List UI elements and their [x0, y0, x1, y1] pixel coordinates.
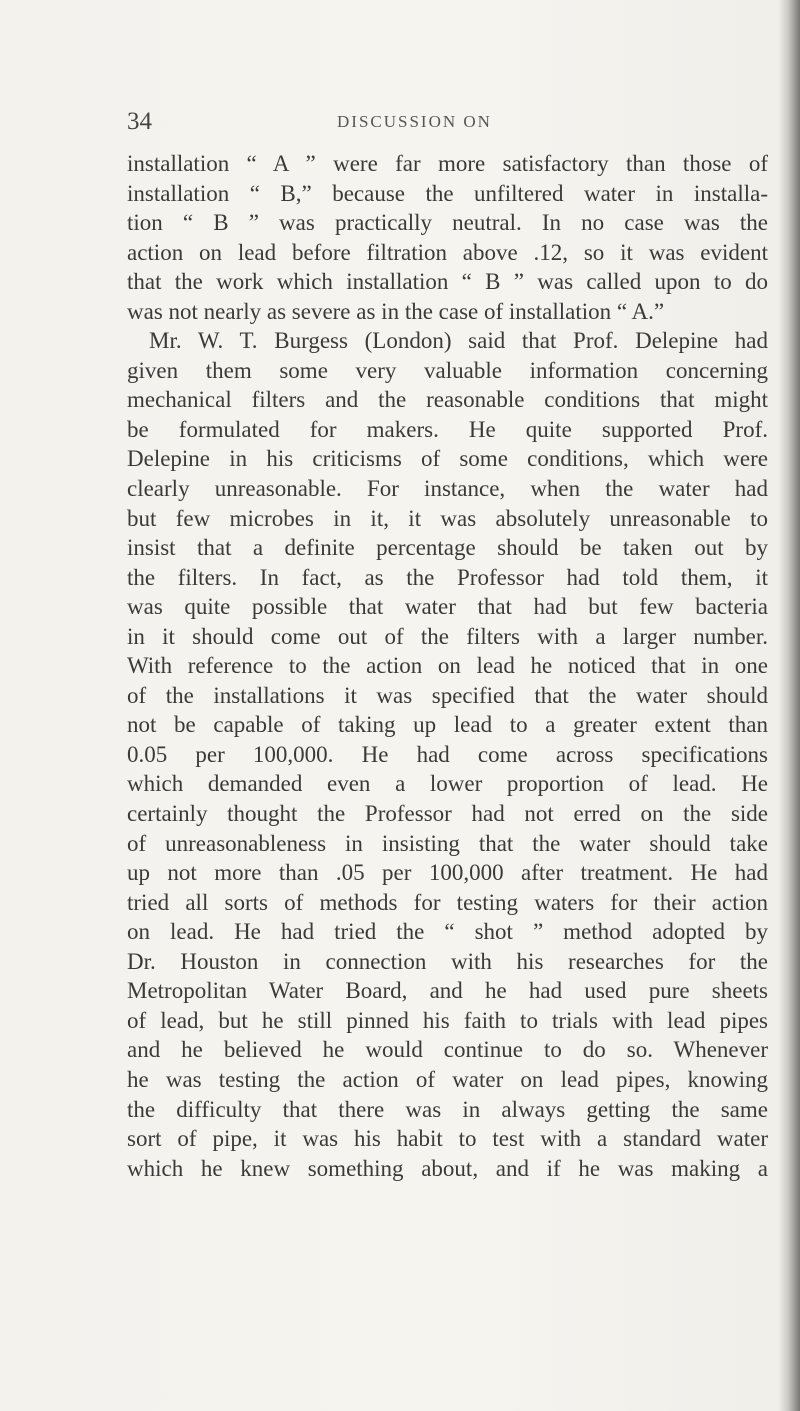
- text-line: mechanical filters and the reasonable conditions that might: [127, 387, 768, 413]
- text-line: action on lead before filtration above .12, so it was evident: [127, 239, 768, 265]
- text-line: which demanded even a lower proportion of lead. He: [127, 771, 768, 797]
- text-line: not be capable of taking up lead to a greater extent than: [127, 712, 768, 738]
- text-line: the filters. In fact, as the Professor had told them, it: [127, 564, 768, 590]
- text-line: 0.05 per 100,000. He had come across specifications: [127, 741, 768, 767]
- text-line: clearly unreasonable. For instance, when the water had: [127, 476, 768, 502]
- text-line: was quite possible that water that had but few bacteria: [127, 594, 768, 620]
- text-line: and he believed he would continue to do so. Whenever: [127, 1037, 768, 1063]
- text-line: that the work which installation “ B ” was called upon to do: [127, 269, 768, 295]
- text-line: was not nearly as severe as in the case of installation “ A.”: [127, 298, 665, 324]
- text-line: which he knew something about, and if he was making a: [127, 1155, 768, 1181]
- text-line: in it should come out of the filters with a larger number.: [127, 623, 768, 649]
- running-head: [127, 108, 767, 138]
- page-edge-shadow: [778, 0, 800, 1411]
- text-line: he was testing the action of water on lead pipes, knowing: [127, 1066, 768, 1092]
- text-line: Dr. Houston in connection with his researches for the: [127, 948, 768, 974]
- text-line: but few microbes in it, it was absolutely unreasonable to: [127, 505, 768, 531]
- page-number: 34: [127, 108, 152, 135]
- running-title: DISCUSSION ON: [337, 112, 492, 131]
- text-line: of unreasonableness in insisting that the water should take: [127, 830, 768, 856]
- text-line: Metropolitan Water Board, and he had used pure sheets: [127, 978, 768, 1004]
- text-line: of the installations it was specified that the water should: [127, 682, 768, 708]
- text-line: of lead, but he still pinned his faith to trials with lead pipes: [127, 1007, 768, 1033]
- text-line: given them some very valuable information concerning: [127, 357, 768, 383]
- body-text: [127, 149, 768, 1183]
- text-line: on lead. He had tried the “ shot ” method adopted by: [127, 919, 768, 945]
- text-line: certainly thought the Professor had not erred on the side: [127, 801, 768, 827]
- text-line: installation “ B,” because the unfiltered water in installa-: [127, 180, 768, 206]
- text-line: insist that a definite percentage should be taken out by: [127, 535, 768, 561]
- text-line: the difficulty that there was in always getting the same: [127, 1096, 768, 1122]
- text-line: installation “ A ” were far more satisfactory than those of: [127, 151, 768, 176]
- text-line: tried all sorts of methods for testing waters for their action: [127, 889, 768, 915]
- text-line: Delepine in his criticisms of some conditions, which were: [127, 446, 768, 472]
- text-line: sort of pipe, it was his habit to test with a standard water: [127, 1126, 768, 1152]
- text-line: With reference to the action on lead he noticed that in one: [127, 653, 768, 679]
- text-line: Mr. W. T. Burgess (London) said that Prof. Delepine had: [149, 328, 768, 354]
- text-line: up not more than .05 per 100,000 after treatment. He had: [127, 860, 768, 886]
- text-line: be formulated for makers. He quite supported Prof.: [127, 416, 768, 442]
- text-line: tion “ B ” was practically neutral. In no case was the: [127, 210, 768, 236]
